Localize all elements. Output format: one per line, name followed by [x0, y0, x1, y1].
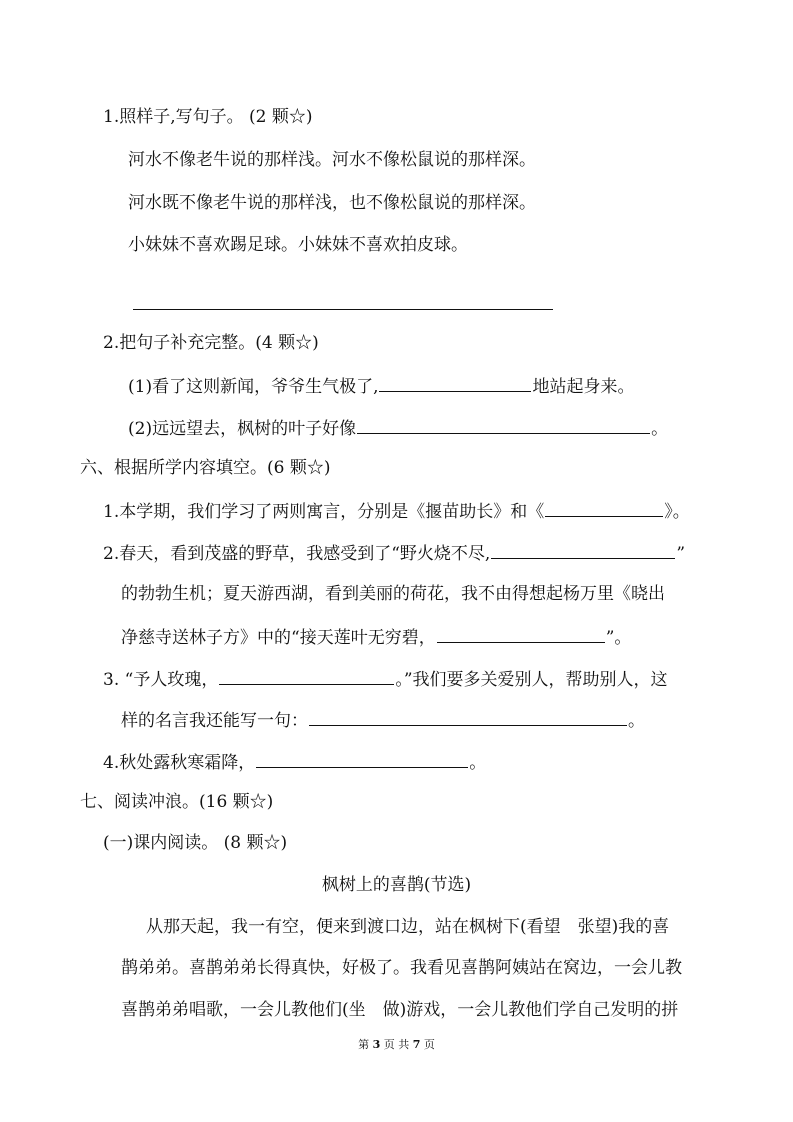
- s6-q4-pre: 4.秋处露秋寒霜降，: [103, 753, 256, 773]
- footer-mid: 页 共: [383, 1038, 410, 1051]
- q2-title: 2.把句子补充完整。(4 颗☆): [103, 333, 319, 353]
- s6-q2-blank-1[interactable]: [491, 540, 675, 559]
- s6-q3-line-1-post: 。”我们要多关爱别人，帮助别人，这: [395, 670, 668, 690]
- s6-q2-line-1-post: ”: [676, 544, 686, 564]
- s6-q1-blank[interactable]: [545, 498, 663, 517]
- s6-q3-blank-2[interactable]: [309, 707, 627, 726]
- s6-q4-post: 。: [469, 753, 487, 773]
- q1-answer-line[interactable]: [133, 309, 553, 310]
- footer-post: 页: [423, 1038, 435, 1051]
- passage-title: 枫树上的喜鹊(节选): [321, 875, 472, 895]
- s6-q2-line-3-pre: 净慈寺送林子方》中的“接天莲叶无穷碧，: [121, 628, 436, 648]
- s6-q1: [103, 498, 690, 522]
- q2-item-2-pre: (2)远远望去，枫树的叶子好像: [128, 419, 357, 439]
- q2-item-1-post: 地站起身来。: [532, 377, 635, 397]
- s6-q2-line-3-post: ”。: [605, 628, 632, 648]
- s6-q1-pre: 1.本学期，我们学习了两则寓言，分别是《揠苗助长》和《: [103, 502, 545, 522]
- s6-q3-line-2-pre: 样的名言我还能写一句：: [121, 711, 308, 731]
- passage-line-3: 喜鹊弟弟唱歌，一会儿教他们(坐 做)游戏，一会儿教他们学自己发明的拼: [121, 1000, 679, 1020]
- q1-task: 小妹妹不喜欢踢足球。小妹妹不喜欢拍皮球。: [128, 235, 468, 255]
- s6-q3-line-2-post: 。: [628, 711, 645, 731]
- s7-part-1-title: (一)课内阅读。 (8 颗☆): [103, 833, 288, 853]
- s6-q3-line-1-pre: 3. “予人玫瑰，: [103, 670, 219, 690]
- q2-item-2: [128, 415, 668, 439]
- s6-q2-line-2: 的勃勃生机；夏天游西湖，看到美丽的荷花，我不由得想起杨万里《晓出: [121, 584, 665, 604]
- section-7-title: 七、阅读冲浪。(16 颗☆): [80, 792, 274, 812]
- s6-q4-blank[interactable]: [256, 749, 468, 768]
- s6-q3-blank-1[interactable]: [219, 666, 394, 685]
- s6-q2-blank-2[interactable]: [437, 624, 605, 643]
- passage-line-1: 从那天起，我一有空，便来到渡口边，站在枫树下(看望 张望)我的喜: [146, 917, 670, 937]
- s6-q2-line-1-pre: 2.春天，看到茂盛的野草，我感受到了“野火烧不尽,: [103, 544, 491, 564]
- passage-line-2: 鹊弟弟。喜鹊弟弟长得真快，好极了。我看见喜鹊阿姨站在窝边，一会儿教: [121, 958, 682, 978]
- s6-q1-post: 》。: [664, 502, 690, 522]
- q1-example-2: 河水既不像老牛说的那样浅，也不像松鼠说的那样深。: [128, 193, 536, 213]
- q1-example-1: 河水不像老牛说的那样浅。河水不像松鼠说的那样深。: [128, 150, 536, 170]
- section-6-title: 六、根据所学内容填空。(6 颗☆): [80, 458, 331, 478]
- s6-q3-line-2: [121, 707, 645, 731]
- page-footer: [0, 1037, 793, 1053]
- footer-page-number: 3: [372, 1038, 381, 1051]
- q2-item-2-blank[interactable]: [357, 415, 650, 434]
- s6-q2-line-3: [121, 624, 631, 648]
- s6-q2-line-1: [103, 540, 685, 564]
- q2-item-1: [128, 373, 634, 397]
- s6-q3-line-1: [103, 666, 668, 690]
- footer-pre: 第: [358, 1038, 370, 1051]
- footer-total-pages: 7: [412, 1038, 421, 1051]
- q2-item-2-post: 。: [651, 419, 669, 439]
- q1-title: 1.照样子,写句子。 (2 颗☆): [103, 107, 313, 127]
- s6-q4: [103, 749, 486, 773]
- q2-item-1-pre: (1)看了这则新闻，爷爷生气极了,: [128, 377, 379, 397]
- q2-item-1-blank[interactable]: [379, 373, 531, 392]
